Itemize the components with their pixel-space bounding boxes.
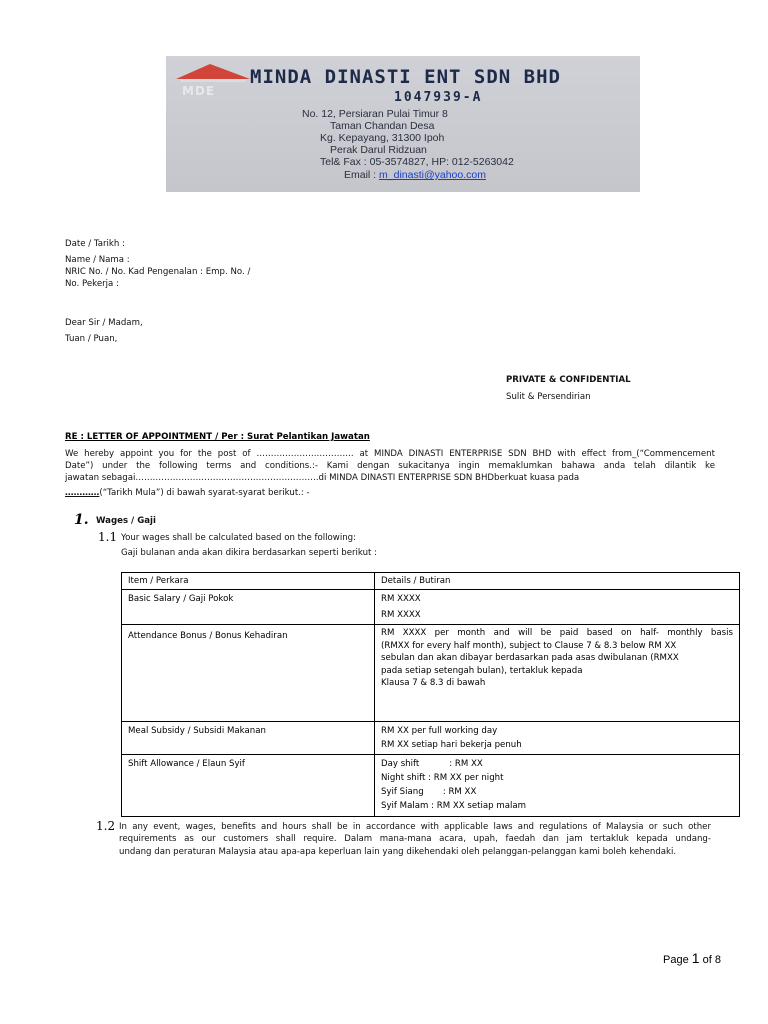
section-1-2-number: 1.2 [96, 819, 116, 833]
page-word: Page [663, 954, 689, 966]
intro-line-1: We hereby appoint you for the post of ……………………………. at MINDA DINASTI ENTERPRISE SDN BHD with effect from_(“Commencement [65, 449, 715, 459]
email-line [344, 169, 486, 181]
attendance-detail-1: RM XXXX per month and will be paid based on half- monthly basis [381, 628, 733, 638]
attendance-bonus-details [375, 625, 740, 722]
section-1-2-line-2: requirements as our customers shall require. Dalam mana-mana acara, upah, faedah dan jam tertakluk kepada undang- [119, 834, 711, 844]
basic-salary-detail-1: RM XXXX [381, 594, 421, 604]
confidential-label-en: PRIVATE & CONFIDENTIAL [506, 375, 631, 385]
address-line-3: Kg. Kepayang, 31300 Ipoh [320, 132, 445, 144]
attendance-detail-5: Klausa 7 & 8.3 di bawah [381, 678, 486, 688]
table-row-meal-subsidy [122, 722, 740, 755]
salutation-ms: Tuan / Puan, [65, 334, 118, 344]
page-number [663, 950, 721, 966]
basic-salary-detail-2: RM XXXX [381, 610, 421, 620]
header-details: Details / Butiran [375, 573, 740, 590]
page-current: 1 [691, 950, 700, 966]
attendance-detail-4: pada setiap setengah bulan), tertakluk kepada [381, 665, 583, 676]
section-1-1-text-en: Your wages shall be calculated based on the following: [121, 533, 357, 543]
letterhead [166, 56, 640, 192]
shift-detail-3: Syif Siang : RM XX [381, 787, 477, 797]
nric-label: NRIC No. / No. Kad Pengenalan : Emp. No. / [65, 267, 251, 277]
shift-detail-4: Syif Malam : RM XX setiap malam [381, 801, 527, 811]
shift-detail-1: Day shift : RM XX [381, 759, 483, 769]
address-line-2: Taman Chandan Desa [330, 120, 435, 132]
section-1-1-text-ms: Gaji bulanan anda akan dikira berdasarkan seperti berikut : [121, 548, 378, 558]
section-1-2-line-1: In any event, wages, benefits and hours shall be in accordance with applicable laws and regulations of Malaysia or such other [119, 822, 711, 832]
letter-subject: RE : LETTER OF APPOINTMENT / Per : Surat Pelantikan Jawatan [65, 432, 370, 442]
intro-line-3: jawatan sebagai……………………………………………………….di MINDA DINASTI ENTERPRISE SDN BHDberkuat kuasa pada [65, 473, 580, 483]
table-row-attendance-bonus [122, 625, 740, 722]
table-row-basic-salary [122, 590, 740, 625]
email-link[interactable]: m_dinasti@yahoo.com [379, 169, 486, 181]
table-row-shift-allowance [122, 755, 740, 817]
shift-detail-2: Night shift : RM XX per night [381, 773, 504, 783]
confidential-label-ms: Sulit & Persendirian [506, 392, 591, 402]
attendance-detail-3: sebulan dan akan dibayar berdasarkan pada asas dwibulanan (RMXX [381, 653, 679, 663]
company-name: MINDA DINASTI ENT SDN BHD [250, 66, 561, 88]
section-1-number: 1. [74, 512, 89, 528]
section-1-2-line-3: undang dan peraturan Malaysia atau apa-apa keperluan lain yang dikehendaki oleh pelanggan-pelanggan kami boleh kehendaki. [119, 847, 677, 857]
intro-line-4-dots: ………… [65, 488, 100, 498]
company-logo-text: MDE [182, 84, 216, 98]
address-line-1: No. 12, Persiaran Pulai Timur 8 [302, 108, 448, 120]
basic-salary-item: Basic Salary / Gaji Pokok [122, 590, 375, 625]
section-1-1-number: 1.1 [98, 530, 118, 544]
shift-allowance-details [375, 755, 740, 817]
attendance-bonus-item: Attendance Bonus / Bonus Kehadiran [122, 625, 375, 722]
meal-subsidy-details [375, 722, 740, 755]
table-header-row [122, 573, 740, 590]
basic-salary-details [375, 590, 740, 625]
company-registration-number: 1047939-A [394, 90, 483, 105]
meal-detail-2: RM XX setiap hari bekerja penuh [381, 740, 522, 750]
meal-subsidy-item: Meal Subsidy / Subsidi Makanan [122, 722, 375, 755]
name-label: Name / Nama : [65, 255, 130, 265]
wages-table [121, 572, 740, 817]
meal-detail-1: RM XX per full working day [381, 726, 498, 736]
attendance-detail-2: (RMXX for every half month), subject to Clause 7 & 8.3 below RM XX [381, 640, 677, 651]
intro-line-2: Date”) under the following terms and conditions.:- Kami dengan sukacitanya ingin memaklumkan bahawa anda telah dilantik ke [65, 461, 715, 471]
salutation-en: Dear Sir / Madam, [65, 318, 143, 328]
intro-line-4-text: (“Tarikh Mula”) di bawah syarat-syarat berikut.: - [99, 488, 310, 498]
shift-allowance-item: Shift Allowance / Elaun Syif [122, 755, 375, 817]
worker-number-label: No. Pekerja : [65, 279, 119, 289]
section-1-title: Wages / Gaji [96, 516, 156, 526]
phone-fax: Tel& Fax : 05-3574827, HP: 012-5263042 [320, 156, 514, 168]
email-label: Email : [344, 169, 377, 181]
date-label: Date / Tarikh : [65, 239, 125, 249]
page-total: of 8 [702, 954, 721, 966]
intro-line-4 [65, 487, 310, 499]
header-item: Item / Perkara [122, 573, 375, 590]
address-line-4: Perak Darul Ridzuan [330, 144, 427, 156]
